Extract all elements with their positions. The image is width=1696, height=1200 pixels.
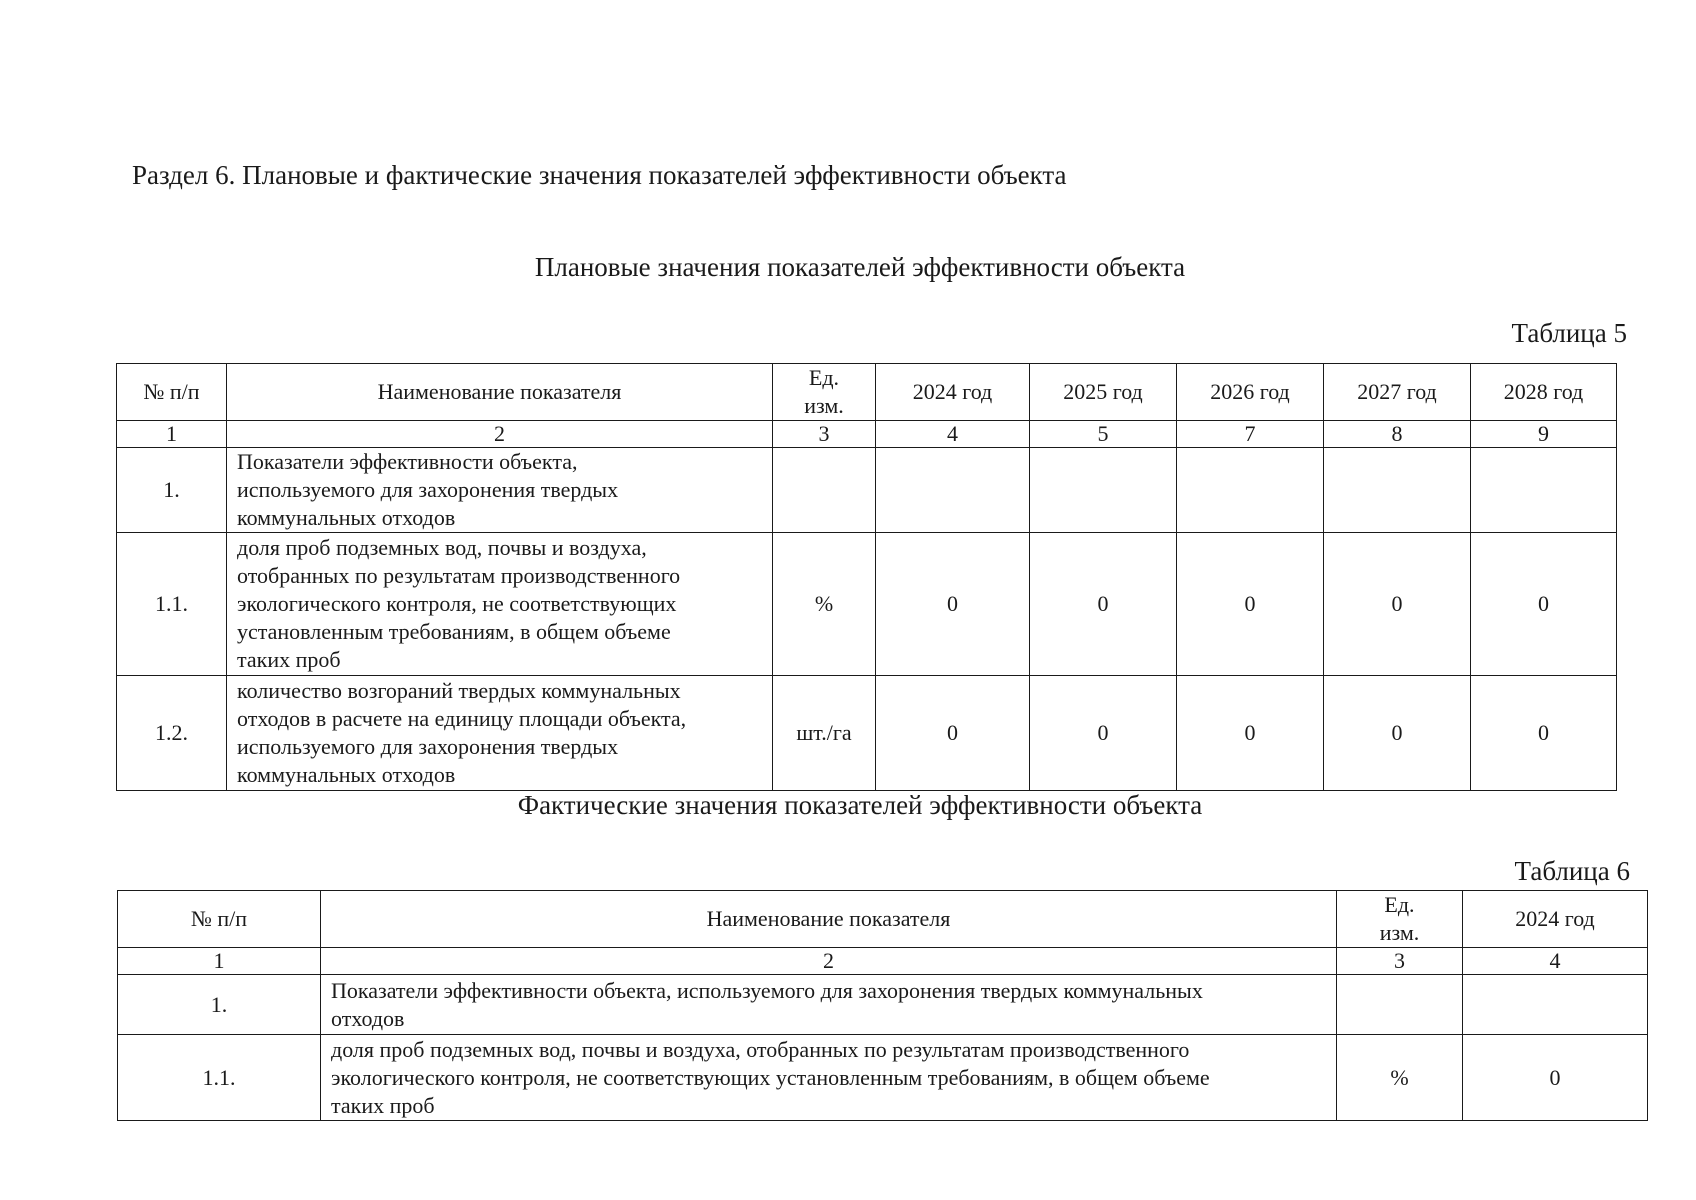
header-unit: [773, 364, 876, 421]
row-name-line: коммунальных отходов: [237, 505, 456, 530]
header-year: 2024 год: [876, 364, 1030, 421]
row-value: 0: [1030, 533, 1177, 676]
row-value: 0: [1463, 1035, 1648, 1121]
table-row: [118, 975, 1648, 1035]
row-name-line: используемого для захоронения твердых: [237, 477, 619, 502]
row-unit: %: [1337, 1035, 1463, 1121]
table-row: [117, 533, 1617, 676]
row-value: 0: [1030, 676, 1177, 791]
row-value: 0: [1324, 676, 1471, 791]
column-number-row: [117, 421, 1617, 448]
header-unit: [1337, 891, 1463, 948]
row-value: 0: [1177, 676, 1324, 791]
col-number: 7: [1177, 421, 1324, 448]
row-num: 1.: [118, 975, 321, 1035]
row-name: [227, 676, 773, 791]
row-value: [876, 448, 1030, 533]
row-name-line: доля проб подземных вод, почвы и воздуха,: [237, 535, 647, 560]
row-name-line: отобранных по результатам производственного: [237, 563, 681, 588]
row-value: [1463, 975, 1648, 1035]
row-value: 0: [876, 533, 1030, 676]
row-name-line: таких проб: [237, 647, 341, 672]
col-number: 1: [117, 421, 227, 448]
row-unit: шт./га: [773, 676, 876, 791]
row-name-line: Показатели эффективности объекта,: [237, 449, 578, 474]
planned-values-table: [116, 363, 1617, 791]
actual-values-title: Фактические значения показателей эффективности объекта: [517, 790, 1203, 820]
header-name: Наименование показателя: [227, 364, 773, 421]
col-number: 2: [321, 948, 1337, 975]
row-name-line: доля проб подземных вод, почвы и воздуха, отобранных по результатам производственного: [331, 1036, 1190, 1062]
row-num: 1.1.: [117, 533, 227, 676]
header-year: 2028 год: [1471, 364, 1617, 421]
table-row: [118, 1035, 1648, 1121]
col-number: 9: [1471, 421, 1617, 448]
header-num: № п/п: [117, 364, 227, 421]
row-name-line: Показатели эффективности объекта, используемого для захоронения твердых коммунальных: [331, 977, 1203, 1003]
row-num: 1.1.: [118, 1035, 321, 1121]
row-name-line: установленным требованиям, в общем объеме: [237, 619, 671, 644]
col-number: 4: [876, 421, 1030, 448]
row-name: [227, 533, 773, 676]
row-name-line: таких проб: [331, 1092, 435, 1118]
row-name-line: коммунальных отходов: [237, 762, 456, 787]
table-header-row: [117, 364, 1617, 421]
header-unit-line: изм.: [1379, 920, 1420, 945]
row-value: 0: [1471, 533, 1617, 676]
row-name-line: используемого для захоронения твердых: [237, 734, 619, 759]
row-value: 0: [1324, 533, 1471, 676]
col-number: 2: [227, 421, 773, 448]
row-value: [1177, 448, 1324, 533]
row-value: 0: [876, 676, 1030, 791]
section-heading: Раздел 6. Плановые и фактические значения показателей эффективности объекта: [132, 160, 1067, 190]
header-year: 2026 год: [1177, 364, 1324, 421]
row-num: 1.: [117, 448, 227, 533]
table-5-label: Таблица 5: [1511, 318, 1627, 348]
col-number: 3: [773, 421, 876, 448]
row-unit: %: [773, 533, 876, 676]
row-value: [1471, 448, 1617, 533]
row-value: [1324, 448, 1471, 533]
row-name: [227, 448, 773, 533]
col-number: 4: [1463, 948, 1648, 975]
row-unit: [773, 448, 876, 533]
column-number-row: [118, 948, 1648, 975]
row-name-line: отходов в расчете на единицу площади объекта,: [237, 706, 687, 731]
header-year: 2027 год: [1324, 364, 1471, 421]
row-name: [321, 975, 1337, 1035]
planned-values-title: Плановые значения показателей эффективности объекта: [534, 252, 1186, 282]
row-name-line: экологического контроля, не соответствующих установленным требованиям, в общем объеме: [331, 1064, 1210, 1090]
header-num: № п/п: [118, 891, 321, 948]
header-unit-line: Ед.: [1384, 892, 1415, 917]
row-name-line: отходов: [331, 1005, 405, 1031]
header-unit-line: изм.: [804, 393, 844, 418]
col-number: 3: [1337, 948, 1463, 975]
row-name-line: экологического контроля, не соответствующих: [237, 591, 677, 616]
header-year: 2025 год: [1030, 364, 1177, 421]
col-number: 8: [1324, 421, 1471, 448]
row-name-line: количество возгораний твердых коммунальных: [237, 678, 681, 703]
row-num: 1.2.: [117, 676, 227, 791]
row-value: [1030, 448, 1177, 533]
header-year: 2024 год: [1463, 891, 1648, 948]
table-row: [117, 448, 1617, 533]
header-name: Наименование показателя: [321, 891, 1337, 948]
table-header-row: [118, 891, 1648, 948]
row-value: 0: [1471, 676, 1617, 791]
header-unit-line: Ед.: [808, 365, 840, 390]
row-value: 0: [1177, 533, 1324, 676]
table-row: [117, 676, 1617, 791]
actual-values-table: [117, 890, 1648, 1121]
col-number: 1: [118, 948, 321, 975]
table-6-label: Таблица 6: [1514, 856, 1630, 886]
row-name: [321, 1035, 1337, 1121]
row-unit: [1337, 975, 1463, 1035]
col-number: 5: [1030, 421, 1177, 448]
